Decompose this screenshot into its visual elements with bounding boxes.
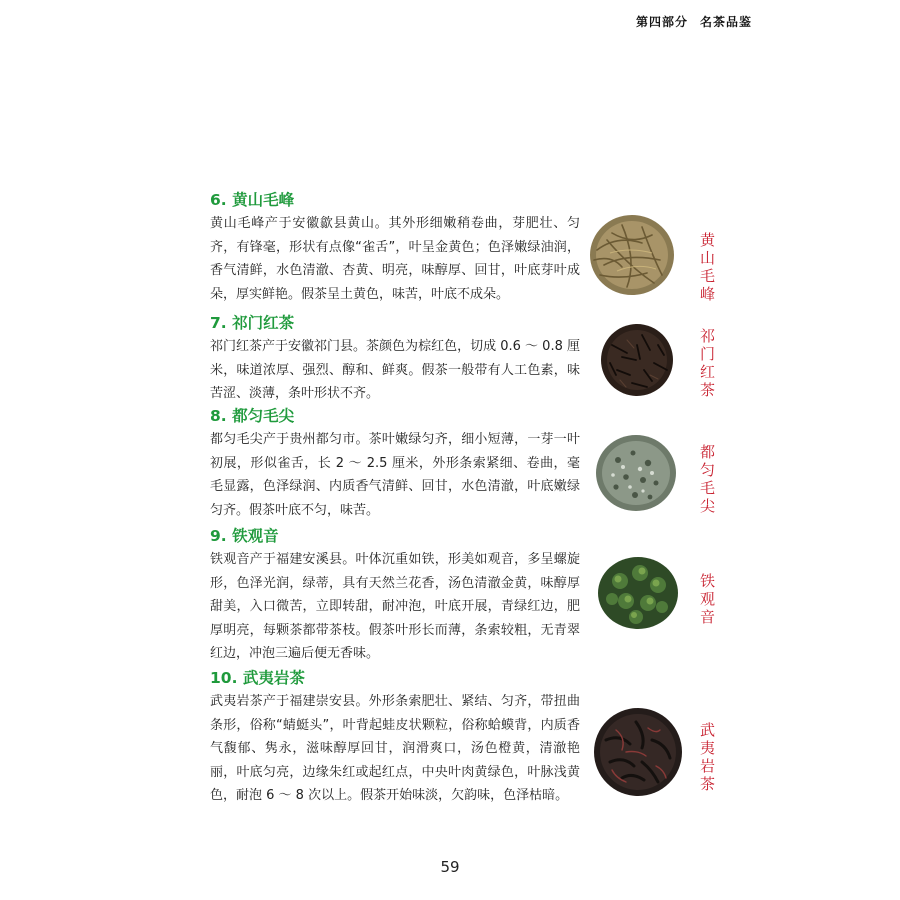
section-title: 6. 黄山毛峰 xyxy=(210,191,295,209)
tea-section-tieguanyin xyxy=(210,526,580,666)
page-number: 59 xyxy=(440,858,460,876)
tea-caption: 铁观音 xyxy=(698,573,716,627)
tea-caption: 黄山毛峰 xyxy=(698,232,716,304)
tea-leaves-photo xyxy=(588,425,684,521)
tea-leaves-photo xyxy=(590,543,686,639)
tea-section-duyun-maojian xyxy=(210,406,580,522)
tea-section-keemun-black xyxy=(210,313,580,406)
tea-leaves-photo xyxy=(586,700,690,804)
tea-caption: 祁门红茶 xyxy=(698,328,716,400)
section-body: 都匀毛尖产于贵州都匀市。茶叶嫩绿匀齐，细小短薄，一芽一叶初展，形似雀舌，长 2 ～ 2.5 厘米，外形条索紧细、卷曲，毫毛显露，色泽绿润、内质香气清鲜、回甘，水色清澈，叶底嫩绿匀齐。假茶叶底不匀，味苦。 xyxy=(210,432,580,518)
section-title: 8. 都匀毛尖 xyxy=(210,407,295,425)
section-title: 7. 祁门红茶 xyxy=(210,314,295,332)
header-part: 第四部分 xyxy=(635,15,688,29)
tea-leaves-photo xyxy=(592,315,682,405)
section-body: 铁观音产于福建安溪县。叶体沉重如铁，形美如观音，多呈螺旋形，色泽光润，绿蒂，具有天然兰花香，汤色清澈金黄，味醇厚甜美，入口微苦，立即转甜，耐冲泡，叶底开展，青绿红边，肥厚明亮，每颗茶都带茶枝。假茶叶形长而薄，条索较粗，无青翠红边，冲泡三遍后便无香味。 xyxy=(210,552,580,662)
tea-leaves-photo xyxy=(582,205,682,305)
section-body: 祁门红茶产于安徽祁门县。茶颜色为棕红色，切成 0.6 ～ 0.8 厘米，味道浓厚、强烈、醇和、鲜爽。假茶一般带有人工色素，味苦涩、淡薄，条叶形状不齐。 xyxy=(210,339,580,402)
section-body: 武夷岩茶产于福建崇安县。外形条索肥壮、紧结、匀齐，带扭曲条形，俗称“蜻蜓头”，叶背起蛙皮状颗粒，俗称蛤蟆背，内质香气馥郁、隽永，滋味醇厚回甘，润滑爽口，汤色橙黄，清澈艳丽，叶底匀亮，边缘朱红或起红点，中央叶肉黄绿色，叶脉浅黄色，耐泡 6 ～ 8 次以上。假茶开始味淡，欠韵味，色泽枯暗。 xyxy=(210,694,580,804)
running-header xyxy=(636,13,752,30)
tea-caption: 都匀毛尖 xyxy=(698,444,716,516)
section-body: 黄山毛峰产于安徽歙县黄山。其外形细嫩稍卷曲，芽肥壮、匀齐，有锋毫，形状有点像“雀舌”，叶呈金黄色；色泽嫩绿油润，香气清鲜，水色清澈、杏黄、明亮，味醇厚、回甘，叶底芽叶成朵，厚实鲜艳。假茶呈土黄色，味苦，叶底不成朵。 xyxy=(210,216,580,302)
section-title: 10. 武夷岩茶 xyxy=(210,669,305,687)
tea-section-wuyi-rock xyxy=(210,668,580,808)
tea-section-huangshan-maofeng xyxy=(210,190,580,306)
section-title: 9. 铁观音 xyxy=(210,527,279,545)
tea-caption: 武夷岩茶 xyxy=(698,722,716,794)
header-title: 名茶品鉴 xyxy=(699,15,752,29)
